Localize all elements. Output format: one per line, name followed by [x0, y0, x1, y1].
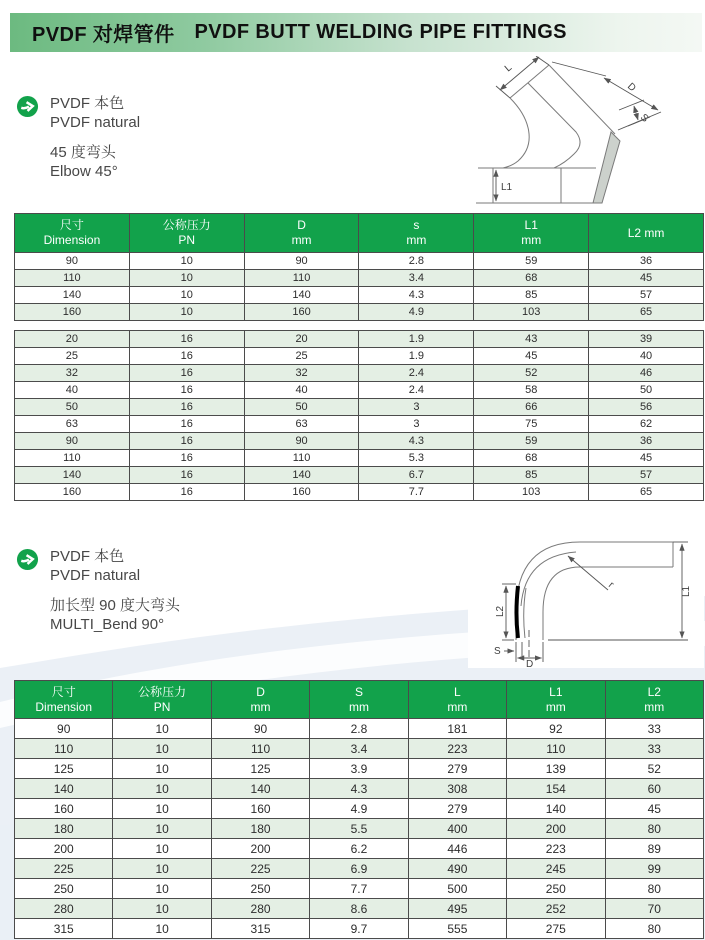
cell: 495: [408, 899, 506, 919]
cell: 1.9: [359, 331, 474, 348]
cell: 7.7: [359, 484, 474, 501]
cell: 279: [408, 799, 506, 819]
cell: 154: [507, 779, 605, 799]
column-header: D mm: [211, 681, 309, 719]
cell: 57: [589, 287, 704, 304]
dim-label-l: L: [502, 62, 515, 75]
cell: 3.9: [310, 759, 408, 779]
cell: 10: [113, 919, 211, 939]
cell: 140: [15, 779, 113, 799]
table-row: [15, 331, 704, 348]
cell: 110: [15, 270, 130, 287]
section-elbow45-heading: [16, 94, 140, 181]
cell: 58: [474, 382, 589, 399]
cell: 52: [474, 365, 589, 382]
cell: 110: [15, 739, 113, 759]
cell: 80: [605, 919, 703, 939]
material-name-en: PVDF natural: [50, 567, 141, 584]
cell: 32: [244, 365, 359, 382]
cell: 40: [244, 382, 359, 399]
cell: 10: [113, 879, 211, 899]
cell: 4.9: [310, 799, 408, 819]
cell: 10: [113, 739, 211, 759]
weld-edge-shading: [593, 132, 620, 203]
cell: 125: [15, 759, 113, 779]
cell: 2.8: [310, 719, 408, 739]
wall-thickness-shading: [517, 586, 519, 638]
cell: 2.8: [359, 253, 474, 270]
cell: 39: [589, 331, 704, 348]
cell: 90: [15, 433, 130, 450]
cell: 160: [211, 799, 309, 819]
material-name-zh: PVDF 本色: [50, 95, 125, 112]
cell: 10: [113, 899, 211, 919]
cell: 16: [129, 484, 244, 501]
cell: 103: [474, 484, 589, 501]
cell: 110: [15, 450, 130, 467]
cell: 223: [408, 739, 506, 759]
cell: 10: [113, 839, 211, 859]
cell: 160: [15, 799, 113, 819]
cell: 125: [211, 759, 309, 779]
cell: 400: [408, 819, 506, 839]
cell: 5.3: [359, 450, 474, 467]
cell: 446: [408, 839, 506, 859]
cell: 66: [474, 399, 589, 416]
cell: 223: [507, 839, 605, 859]
column-header: 尺寸 Dimension: [15, 681, 113, 719]
table-row: [15, 839, 704, 859]
page-title-en: PVDF BUTT WELDING PIPE FITTINGS: [194, 21, 567, 43]
cell: 245: [507, 859, 605, 879]
cell: 16: [129, 365, 244, 382]
cell: 490: [408, 859, 506, 879]
cell: 89: [605, 839, 703, 859]
cell: 10: [129, 270, 244, 287]
cell: 52: [605, 759, 703, 779]
table-row: [15, 253, 704, 270]
cell: 16: [129, 348, 244, 365]
table-row: [15, 919, 704, 939]
table-row: [15, 799, 704, 819]
cell: 16: [129, 450, 244, 467]
elbow45-table-pn10: [14, 213, 704, 321]
cell: 280: [211, 899, 309, 919]
cell: 279: [408, 759, 506, 779]
cell: 16: [129, 433, 244, 450]
cell: 50: [244, 399, 359, 416]
cell: 4.3: [359, 433, 474, 450]
cell: 6.2: [310, 839, 408, 859]
product-name-zh: 45 度弯头: [50, 144, 116, 161]
page-title-bar: [10, 13, 702, 52]
cell: 308: [408, 779, 506, 799]
cell: 200: [211, 839, 309, 859]
cell: 50: [589, 382, 704, 399]
column-header: L1 mm: [474, 214, 589, 253]
cell: 36: [589, 433, 704, 450]
cell: 56: [589, 399, 704, 416]
table-row: [15, 484, 704, 501]
column-header: 公称压力 PN: [113, 681, 211, 719]
cell: 59: [474, 253, 589, 270]
column-header: L1 mm: [507, 681, 605, 719]
cell: 46: [589, 365, 704, 382]
table-row: [15, 719, 704, 739]
cell: 10: [129, 253, 244, 270]
cell: 555: [408, 919, 506, 939]
cell: 63: [244, 416, 359, 433]
cell: 68: [474, 450, 589, 467]
elbow-45-diagram: [448, 56, 704, 209]
table-row: [15, 433, 704, 450]
arrow-bullet-icon: [16, 548, 39, 571]
cell: 250: [211, 879, 309, 899]
cell: 315: [211, 919, 309, 939]
cell: 103: [474, 304, 589, 321]
cell: 25: [244, 348, 359, 365]
cell: 5.5: [310, 819, 408, 839]
column-header: L2 mm: [589, 214, 704, 253]
cell: 16: [129, 467, 244, 484]
cell: 10: [129, 287, 244, 304]
cell: 65: [589, 304, 704, 321]
cell: 500: [408, 879, 506, 899]
cell: 33: [605, 739, 703, 759]
cell: 8.6: [310, 899, 408, 919]
cell: 90: [244, 433, 359, 450]
cell: 140: [507, 799, 605, 819]
column-header: S mm: [310, 681, 408, 719]
cell: 10: [113, 759, 211, 779]
cell: 70: [605, 899, 703, 919]
bend90-table: [14, 680, 704, 939]
cell: 10: [113, 719, 211, 739]
cell: 90: [211, 719, 309, 739]
cell: 80: [605, 819, 703, 839]
cell: 45: [605, 799, 703, 819]
dim-label-l1: L1: [681, 585, 692, 597]
cell: 32: [15, 365, 130, 382]
cell: 45: [589, 450, 704, 467]
section-bend90-heading: [16, 547, 180, 634]
cell: 225: [15, 859, 113, 879]
cell: 99: [605, 859, 703, 879]
cell: 10: [113, 779, 211, 799]
dim-label-l1: L1: [501, 182, 513, 193]
cell: 50: [15, 399, 130, 416]
cell: 10: [129, 304, 244, 321]
cell: 60: [605, 779, 703, 799]
dim-label-d: D: [624, 81, 638, 95]
cell: 85: [474, 287, 589, 304]
table-row: [15, 759, 704, 779]
cell: 45: [589, 270, 704, 287]
cell: 90: [15, 253, 130, 270]
cell: 160: [15, 304, 130, 321]
column-header: s mm: [359, 214, 474, 253]
cell: 140: [244, 287, 359, 304]
table-row: [15, 779, 704, 799]
cell: 36: [589, 253, 704, 270]
header-row: [15, 681, 704, 719]
cell: 139: [507, 759, 605, 779]
cell: 110: [507, 739, 605, 759]
column-header: 公称压力 PN: [129, 214, 244, 253]
cell: 25: [15, 348, 130, 365]
cell: 75: [474, 416, 589, 433]
product-name-zh: 加长型 90 度大弯头: [50, 597, 181, 614]
cell: 33: [605, 719, 703, 739]
cell: 3.4: [310, 739, 408, 759]
dim-label-s: S: [637, 112, 651, 125]
cell: 92: [507, 719, 605, 739]
cell: 85: [474, 467, 589, 484]
product-name-en: Elbow 45°: [50, 163, 118, 180]
dim-label-r: r: [606, 579, 616, 591]
product-name-en: MULTI_Bend 90°: [50, 616, 165, 633]
dim-label-d: D: [526, 659, 534, 668]
cell: 1.9: [359, 348, 474, 365]
cell: 7.7: [310, 879, 408, 899]
column-header: D mm: [244, 214, 359, 253]
cell: 6.7: [359, 467, 474, 484]
column-header: L2 mm: [605, 681, 703, 719]
cell: 250: [507, 879, 605, 899]
cell: 2.4: [359, 365, 474, 382]
cell: 90: [15, 719, 113, 739]
cell: 110: [244, 270, 359, 287]
cell: 200: [15, 839, 113, 859]
cell: 43: [474, 331, 589, 348]
section-text: [50, 547, 180, 634]
cell: 16: [129, 416, 244, 433]
bend-90-diagram: [468, 512, 704, 668]
arrow-bullet-icon: [16, 95, 39, 118]
cell: 225: [211, 859, 309, 879]
table-row: [15, 467, 704, 484]
table-row: [15, 382, 704, 399]
cell: 63: [15, 416, 130, 433]
cell: 140: [15, 287, 130, 304]
cell: 59: [474, 433, 589, 450]
cell: 9.7: [310, 919, 408, 939]
cell: 2.4: [359, 382, 474, 399]
material-name-zh: PVDF 本色: [50, 548, 125, 565]
cell: 10: [113, 859, 211, 879]
page-title-zh: PVDF 对焊管件: [32, 24, 175, 46]
cell: 20: [15, 331, 130, 348]
cell: 3: [359, 416, 474, 433]
cell: 16: [129, 399, 244, 416]
cell: 160: [244, 304, 359, 321]
cell: 180: [15, 819, 113, 839]
cell: 200: [507, 819, 605, 839]
table-row: [15, 287, 704, 304]
table-row: [15, 450, 704, 467]
table-row: [15, 879, 704, 899]
table-row: [15, 304, 704, 321]
cell: 110: [211, 739, 309, 759]
cell: 110: [244, 450, 359, 467]
cell: 140: [244, 467, 359, 484]
table-row: [15, 365, 704, 382]
cell: 160: [15, 484, 130, 501]
cell: 16: [129, 331, 244, 348]
cell: 4.3: [359, 287, 474, 304]
cell: 160: [244, 484, 359, 501]
table-row: [15, 348, 704, 365]
cell: 62: [589, 416, 704, 433]
cell: 6.9: [310, 859, 408, 879]
column-header: L mm: [408, 681, 506, 719]
table-row: [15, 899, 704, 919]
cell: 315: [15, 919, 113, 939]
table-row: [15, 859, 704, 879]
section-text: [50, 94, 140, 181]
cell: 90: [244, 253, 359, 270]
table-row: [15, 739, 704, 759]
material-name-en: PVDF natural: [50, 114, 141, 131]
cell: 250: [15, 879, 113, 899]
elbow45-table-pn16: [14, 330, 704, 501]
table-row: [15, 399, 704, 416]
cell: 180: [211, 819, 309, 839]
cell: 3: [359, 399, 474, 416]
table-row: [15, 270, 704, 287]
cell: 16: [129, 382, 244, 399]
cell: 10: [113, 799, 211, 819]
cell: 140: [15, 467, 130, 484]
cell: 140: [211, 779, 309, 799]
cell: 45: [474, 348, 589, 365]
cell: 80: [605, 879, 703, 899]
cell: 181: [408, 719, 506, 739]
cell: 20: [244, 331, 359, 348]
cell: 4.9: [359, 304, 474, 321]
cell: 3.4: [359, 270, 474, 287]
cell: 40: [15, 382, 130, 399]
cell: 40: [589, 348, 704, 365]
cell: 275: [507, 919, 605, 939]
cell: 280: [15, 899, 113, 919]
dim-label-s: S: [494, 646, 501, 657]
cell: 65: [589, 484, 704, 501]
header-row: [15, 214, 704, 253]
cell: 57: [589, 467, 704, 484]
table-row: [15, 416, 704, 433]
column-header: 尺寸 Dimension: [15, 214, 130, 253]
cell: 68: [474, 270, 589, 287]
cell: 10: [113, 819, 211, 839]
cell: 4.3: [310, 779, 408, 799]
table-row: [15, 819, 704, 839]
dim-label-l2: L2: [495, 605, 506, 617]
cell: 252: [507, 899, 605, 919]
